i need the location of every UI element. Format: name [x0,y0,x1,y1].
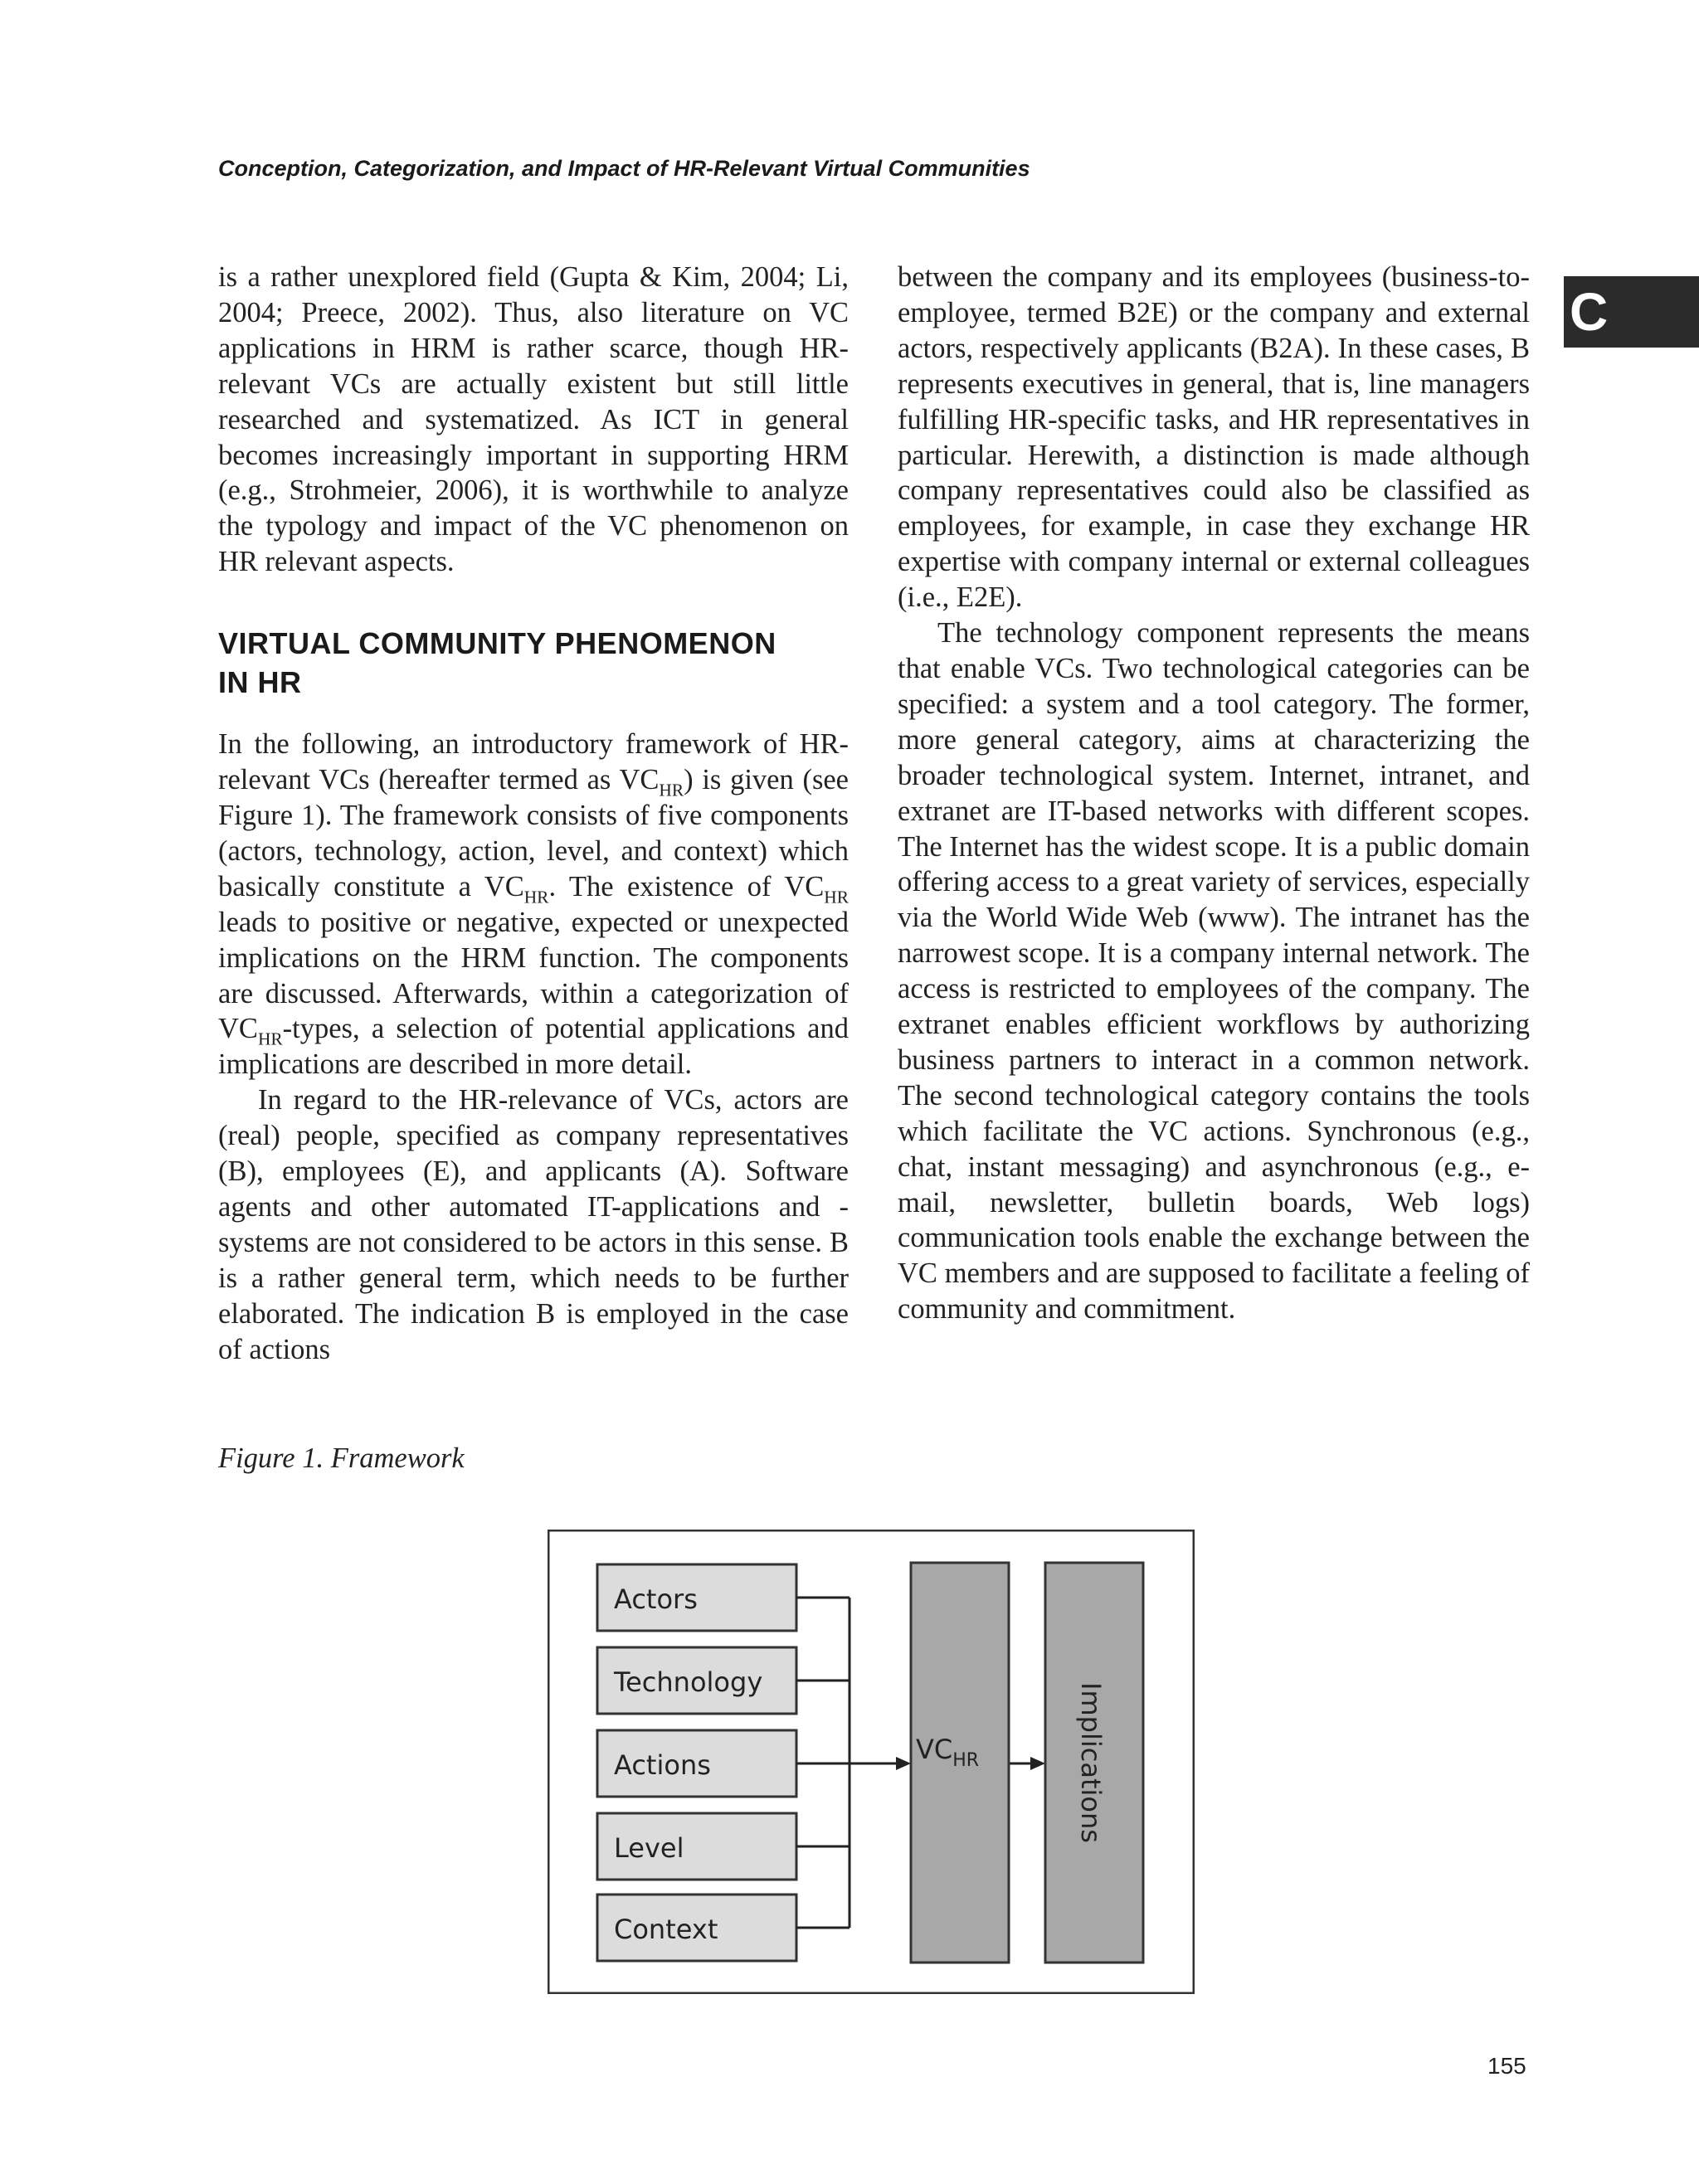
component-label: Level [614,1832,684,1864]
implications-bar [1045,1563,1143,1963]
text-run: ) is given (see Figure 1). The framework consists of five components (actors, technology, action, level, and context) which basically constitute a VC [218,764,849,902]
hr-subscript: HR [659,780,684,800]
component-label: Actions [614,1749,711,1781]
paragraph-technology: The technology component represents the means that enable VCs. Two technological categories can be specified: a system and a tool category. The former, more general category, aims at characterizing the broader technological system. Internet, intranet, and extranet are IT-based networks with different scopes. The Internet has the widest scope. It is a public domain offering access to a great variety of services, especially via the World Wide Web (www). The intranet has the narrowest scope. It is a company internal network. The access is restricted to employees of the company. The extranet enables efficient workflows by authorizing business partners to interact in a common network. The second technological category contains the tools which facilitate the VC actions. Synchronous (e.g., chat, instant messaging) and asynchronous (e.g., e-mail, newsletter, bulletin boards, Web logs) communication tools enable the exchange between the VC members and are supposed to facilitate a feeling of community and commitment. [898,617,1530,1325]
paragraph-actors: In regard to the HR-relevance of VCs, actors are (real) people, specified as company representatives (B), employees (E), and applicants (A). Software agents and other automated IT-applications and -systems are not considered to be actors in this sense. B is a rather general term, which needs to be further elaborated. The indication B is employed in the case of actions [218,1084,849,1365]
section-heading: VIRTUAL COMMUNITY PHENOMENON IN HR [218,626,776,700]
figure-caption: Figure 1. Framework [218,1442,465,1474]
component-box-level [597,1813,796,1880]
hr-subscript: HR [257,1029,283,1049]
vchr-bar [911,1563,1009,1963]
component-boxes [597,1564,796,1961]
component-box-context [597,1895,796,1961]
right-column [898,260,1530,1327]
text-run: . The existence of VC [548,870,825,902]
vchr-label: VC [916,1734,953,1765]
component-box-actors [597,1564,796,1631]
section-tab: C [1564,276,1699,348]
page-number: 155 [1487,2053,1526,2079]
paragraph-framework [218,727,849,1082]
paragraph-b2e: between the company and its employees (business-to-employee, termed B2E) or the company and external actors, respectively applicants (B2A). In these cases, B represents executives in general, that is, line managers fulfilling HR-specific tasks, and HR representatives in particular. Herewith, a distinction is made although company representatives could also be classified as employees, for example, in case they exchange HR expertise with company internal or external colleagues (i.e., E2E). [898,261,1530,614]
implications-label: Implications [1075,1682,1107,1843]
framework-diagram [548,1530,1195,1994]
text-run: leads to positive or negative, expected or unexpected implications on the HRM function. The components are discussed. Afterwards, within a categorization of VC [218,906,849,1045]
component-box-technology [597,1647,796,1714]
component-label: Actors [614,1583,698,1615]
hr-subscript: HR [523,887,549,907]
component-box-actions [597,1730,796,1797]
text-run: In the following, an introductory framework of HR-relevant VCs (hereafter termed as VC [218,728,849,796]
vchr-subscript: HR [952,1750,980,1771]
hr-subscript: HR [824,887,849,907]
component-label: Context [614,1914,718,1945]
paragraph-intro-continuation: is a rather unexplored field (Gupta & Kim, 2004; Li, 2004; Preece, 2002). Thus, also literature on VC applications in HRM is rather scarce, though HR-relevant VCs are actually existent but still little researched and systematized. As ICT in general becomes increasingly important in supporting HRM (e.g., Strohmeier, 2006), it is worthwhile to analyze the typology and impact of the VC phenomenon on HR relevant aspects. [218,261,849,578]
component-label: Technology [614,1666,763,1698]
running-header: Conception, Categorization, and Impact of HR-Relevant Virtual Communities [218,156,1030,181]
text-run: -types, a selection of potential applications and implications are described in more detail. [218,1013,849,1081]
left-column [218,260,849,1367]
